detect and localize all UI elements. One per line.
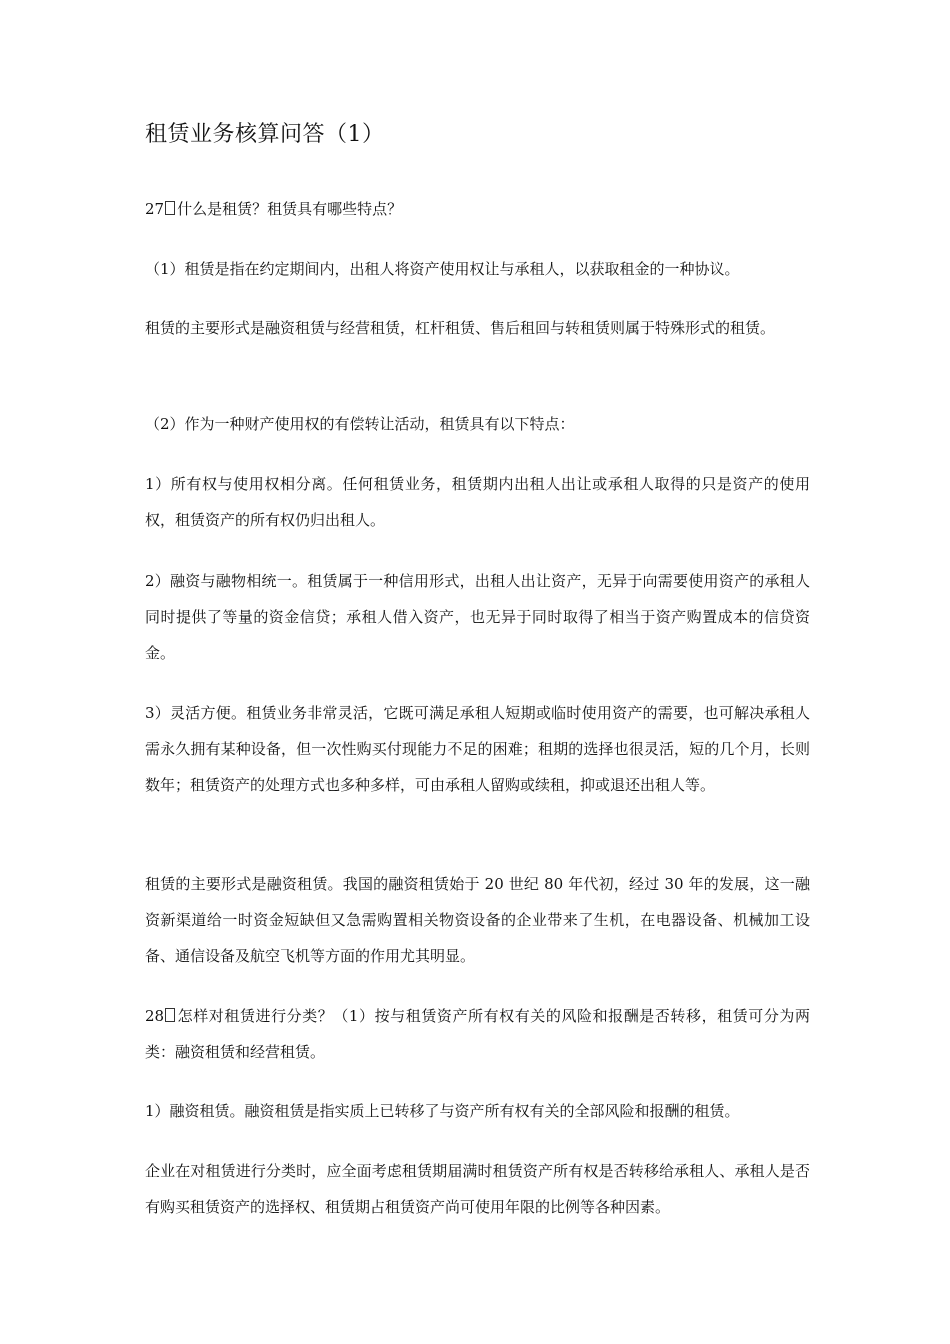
- paragraph-classification-factors: 企业在对租赁进行分类时，应全面考虑租赁期届满时租赁资产所有权是否转移给承租人、承租人是否有购买租赁资产的选择权、租赁期占租赁资产尚可使用年限的比例等各种因素。: [145, 1162, 810, 1216]
- question-number: 27: [145, 200, 165, 218]
- missing-glyph-box-icon: [165, 1008, 175, 1022]
- paragraph-finance-lease-definition: 1）融资租赁。融资租赁是指实质上已转移了与资产所有权有关的全部风险和报酬的租赁。: [145, 1102, 740, 1120]
- question-28: [145, 998, 810, 1070]
- question-text: 怎样对租赁进行分类？（1）按与租赁资产所有权有关的风险和报酬是否转移，租赁可分为两类：融资租赁和经营租赁。: [145, 1007, 810, 1061]
- document-title: 租赁业务核算问答（1）: [145, 122, 385, 147]
- paragraph-feature-3: 3）灵活方便。租赁业务非常灵活，它既可满足承租人短期或临时使用资产的需要，也可解决承租人需永久拥有某种设备，但一次性购买付现能力不足的困难；租期的选择也很灵活，短的几个月，长则数年；租赁资产的处理方式也多种多样，可由承租人留购或续租，抑或退还出租人等。: [145, 704, 810, 794]
- paragraph-feature-1: 1）所有权与使用权相分离。任何租赁业务，租赁期内出租人出让或承租人取得的只是资产的使用权，租赁资产的所有权仍归出租人。: [145, 475, 810, 529]
- question-number: 28: [145, 1007, 165, 1025]
- question-27: [145, 191, 810, 227]
- paragraph-main-forms: 租赁的主要形式是融资租赁与经营租赁，杠杆租赁、售后租回与转租赁则属于特殊形式的租赁。: [145, 319, 776, 337]
- paragraph-definition: （1）租赁是指在约定期间内，出租人将资产使用权让与承租人，以获取租金的一种协议。: [145, 260, 740, 278]
- paragraph-finance-lease: 租赁的主要形式是融资租赁。我国的融资租赁始于 20 世纪 80 年代初，经过 30 年的发展，这一融资新渠道给一时资金短缺但又急需购置相关物资设备的企业带来了生机，在电器设备、机械加工设备、通信设备及航空飞机等方面的作用尤其明显。: [145, 875, 810, 965]
- paragraph-features-intro: （2）作为一种财产使用权的有偿转让活动，租赁具有以下特点：: [145, 415, 575, 433]
- question-text: 什么是租赁？租赁具有哪些特点？: [177, 200, 403, 218]
- paragraph-feature-2: 2）融资与融物相统一。租赁属于一种信用形式，出租人出让资产，无异于向需要使用资产的承租人同时提供了等量的资金信贷；承租人借入资产，也无异于同时取得了相当于资产购置成本的信贷资金。: [145, 572, 810, 662]
- missing-glyph-box-icon: [165, 201, 175, 215]
